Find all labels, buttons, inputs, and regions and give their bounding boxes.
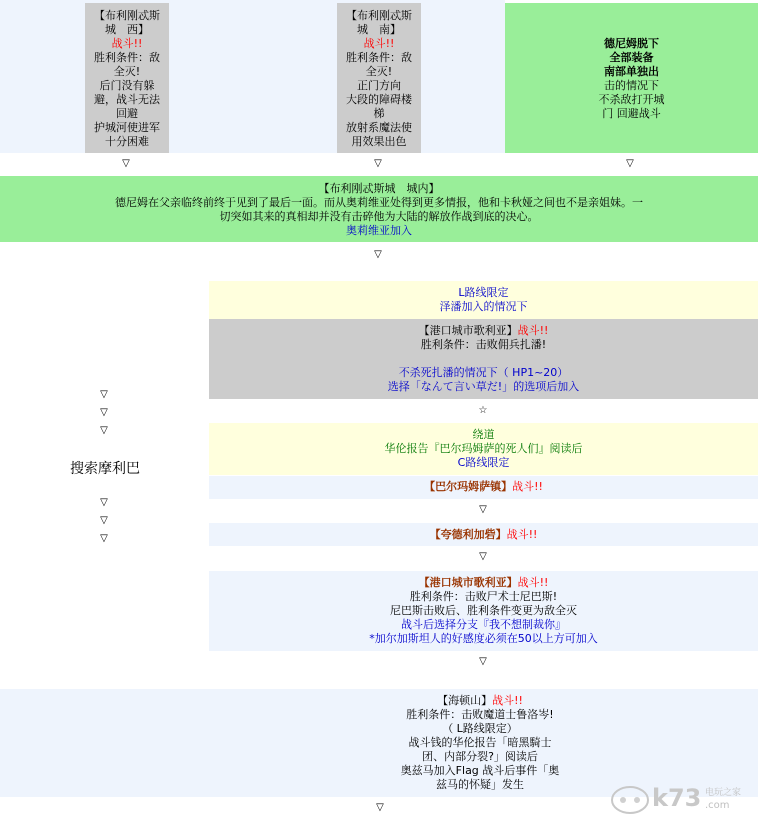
flow-arrow: ▽: [100, 425, 108, 436]
flow-arrow: ▽: [100, 533, 108, 544]
top-row-background: [0, 0, 505, 153]
flow-arrow: ▽: [100, 497, 108, 508]
k73-watermark: [610, 782, 755, 818]
goliath2-title-line: [209, 576, 758, 590]
flow-arrow: ▽: [479, 551, 487, 562]
castle-south-title2: 城 南】: [357, 23, 401, 36]
castle-west-line: 回避: [116, 107, 138, 120]
haydn-line: 兹马的怀疑」发生: [436, 778, 524, 791]
castle-south-line: 梯: [373, 107, 385, 120]
castle-south-line: 胜利条件：敌: [346, 51, 412, 64]
castle-west-title: 【布利刚忒斯: [94, 9, 160, 22]
l-route-line: L路线限定: [458, 286, 509, 299]
castle-west-line: 胜利条件：敌: [94, 51, 160, 64]
flow-arrow: ▽: [100, 389, 108, 400]
castle-west-block: [85, 3, 169, 153]
balmamusa-title: 【巴尔玛姆萨镇】: [424, 480, 513, 493]
goliath-title: 【港口城市歌利亚】: [418, 324, 518, 337]
gamepad-icon: [610, 784, 650, 816]
goliath-note: 选择「なんて言い草だ!」的选项后加入: [387, 380, 580, 393]
solo-escape-line: 不杀敌打开城: [598, 93, 665, 106]
haydn-battle: 战斗!!: [492, 694, 523, 707]
goliath2-title: 【港口城市歌利亚】: [418, 576, 518, 589]
castle-interior-desc: 德尼姆在父亲临终前终于见到了最后一面。而从奥莉维亚处得到更多情报，他和卡秋娅之间也不是亲姐妹。一: [115, 196, 643, 209]
c-route-block: [209, 423, 758, 475]
watermark-sub2: .com: [705, 800, 730, 811]
kodelia-block: [209, 523, 758, 546]
castle-interior-join: 奥莉维亚加入: [346, 224, 412, 237]
flow-arrow: ▽: [122, 158, 130, 169]
flow-arrow: ▽: [479, 504, 487, 515]
solo-escape-bold: 全部装备: [609, 51, 654, 64]
castle-interior-title: 【布利刚忒斯城 城内】: [318, 182, 440, 195]
goliath2-note: *加尔加斯坦人的好感度必须在50以上方可加入: [369, 632, 598, 645]
castle-south-battle: 战斗!!: [363, 37, 395, 50]
castle-west-line: 十分困难: [105, 135, 149, 148]
flow-arrow: ▽: [100, 407, 108, 418]
haydn-title-line: [380, 694, 580, 708]
haydn-line: 团、内部分裂?」阅读后: [422, 750, 538, 763]
castle-south-line: 正门方向: [357, 79, 401, 92]
goliath-cond: 胜利条件：击败佣兵扎潘!: [420, 338, 547, 351]
watermark-brand: k73: [652, 784, 702, 812]
goliath-title-line: [209, 324, 758, 338]
haydn-block: [0, 689, 758, 797]
balmamusa-block: [209, 476, 758, 499]
flow-arrow: ▽: [374, 249, 382, 260]
flow-arrow: ▽: [376, 802, 384, 813]
kodelia-line: [209, 528, 758, 542]
c-route-line: 华伦报告『巴尔玛姆萨的死人们』阅读后: [384, 442, 583, 455]
solo-escape-bold: 南部单独出: [604, 65, 659, 78]
flow-arrow: ▽: [626, 158, 634, 169]
watermark-sub: 电玩之家: [705, 788, 742, 798]
goliath2-battle: 战斗!!: [517, 576, 549, 589]
goliath-second-block: [209, 571, 758, 651]
castle-south-line: 全灭!: [365, 65, 393, 78]
castle-interior-desc: 切突如其来的真相却并没有击碎他为大陆的解放作战到底的决心。: [219, 210, 539, 223]
castle-west-title2: 城 西】: [105, 23, 149, 36]
kodelia-battle: 战斗!!: [506, 528, 538, 541]
flow-arrow: ▽: [479, 656, 487, 667]
balmamusa-line: [209, 480, 758, 494]
flow-arrow: ▽: [100, 515, 108, 526]
solo-escape-block: [505, 3, 758, 153]
haydn-title: 【海顿山】: [437, 694, 493, 707]
haydn-line: 奥兹马加入Flag 战斗后事件「奥: [400, 764, 560, 777]
castle-south-line: 放射系魔法使: [346, 121, 412, 134]
goliath2-cond: 胜利条件：击败尸术士尼巴斯!: [409, 590, 558, 603]
goliath-spacer: [209, 352, 758, 366]
goliath-battle: 战斗!!: [517, 324, 549, 337]
haydn-text: [380, 694, 580, 792]
c-route-line: C路线限定: [457, 456, 510, 469]
castle-west-battle: 战斗!!: [111, 37, 143, 50]
kodelia-title: 【夸德利加砦】: [429, 528, 507, 541]
castle-south-line: 大段的障碍楼: [346, 93, 412, 106]
c-route-line: 绕道: [472, 428, 495, 441]
castle-south-block: [337, 3, 421, 153]
balmamusa-battle: 战斗!!: [512, 480, 543, 493]
haydn-line: 战斗钱的华伦报告「暗黑騎士: [408, 736, 552, 749]
castle-west-line: 避，战斗无法: [94, 93, 160, 106]
castle-interior-block: [0, 176, 758, 242]
star-symbol: ☆: [478, 405, 488, 416]
castle-south-line: 用效果出色: [351, 135, 407, 148]
solo-escape-line: 击的情况下: [604, 79, 659, 92]
solo-escape-line: 门 回避战斗: [602, 107, 661, 120]
goliath2-cond2: 尼巴斯击败后、胜利条件变更为敌全灭: [390, 604, 577, 617]
castle-south-title: 【布利刚忒斯: [346, 9, 412, 22]
l-route-block: [209, 281, 758, 319]
solo-escape-bold: 德尼姆脱下: [604, 37, 659, 50]
goliath2-note: 战斗后选择分支『我不想制裁你』: [401, 618, 566, 631]
search-moriba-label: 搜索摩利巴: [70, 461, 140, 477]
castle-west-line: 全灭!: [113, 65, 141, 78]
goliath-battle-block: [209, 319, 758, 399]
flow-arrow: ▽: [374, 158, 382, 169]
l-route-line: 泽潘加入的情况下: [439, 300, 528, 313]
castle-west-line: 护城河使进军: [94, 121, 160, 134]
haydn-line: （ L路线限定）: [442, 722, 518, 735]
castle-west-line: 后门没有躲: [99, 79, 155, 92]
goliath-note: 不杀死扎潘的情况下（ HP1~20）: [398, 366, 569, 379]
haydn-cond: 胜利条件：击败魔道士鲁洛岑!: [406, 708, 554, 721]
